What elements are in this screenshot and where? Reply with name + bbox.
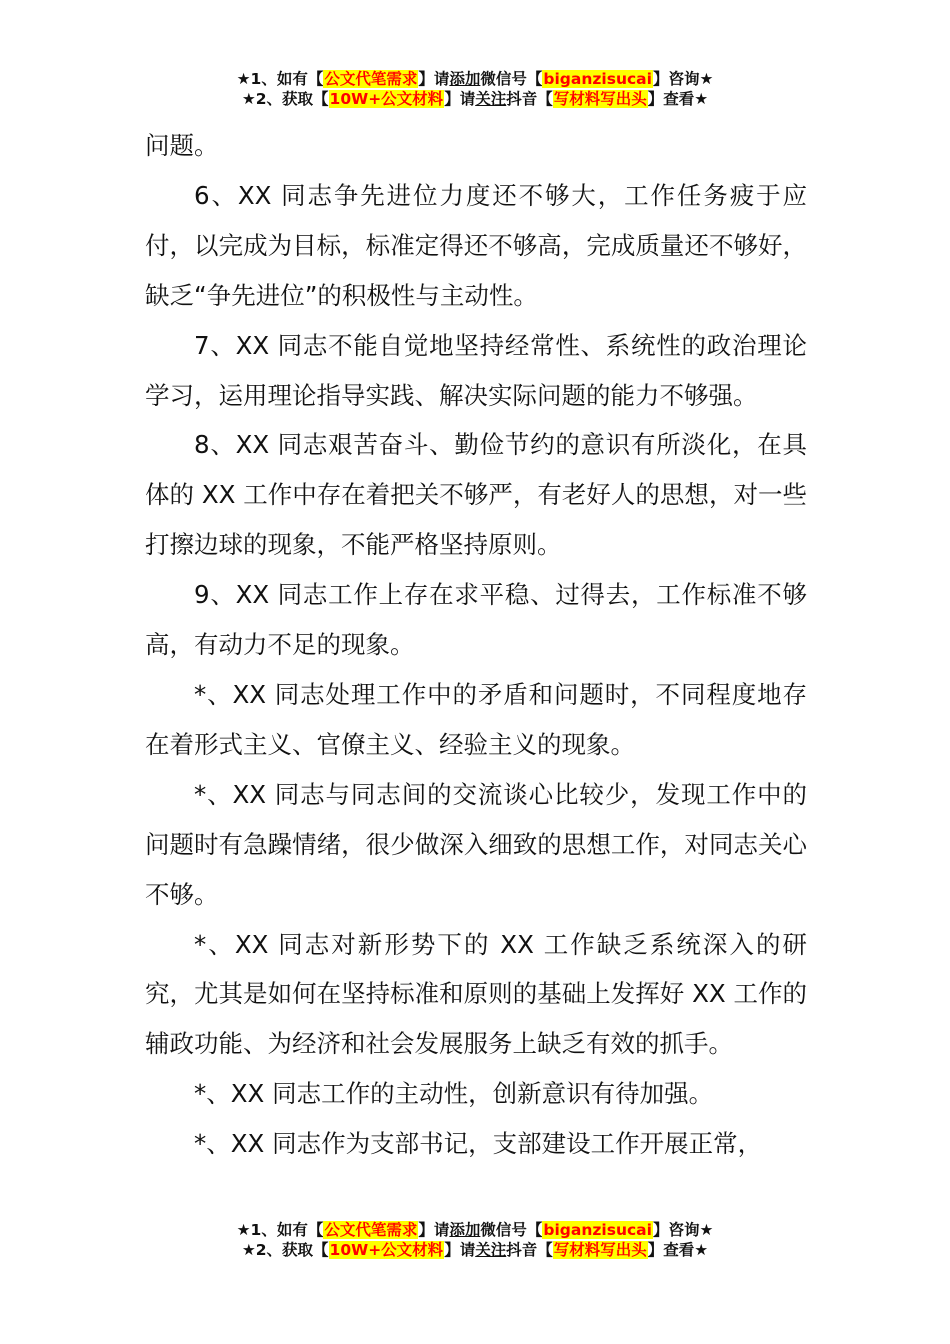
banner-text: 】查看★ (647, 1241, 709, 1259)
banner-text: ★2、获取【 (241, 90, 329, 108)
banner-text: 微信号【 (480, 1221, 543, 1239)
banner-text: 抖音【 (506, 90, 553, 108)
footer-banner (0, 1220, 950, 1260)
banner-text: ★1、如有【 (236, 1221, 324, 1239)
paragraph: *、XX 同志与同志间的交流谈心比较少，发现工作中的问题时有急躁情绪，很少做深入细致的思想工作，对同志关心不够。 (145, 779, 807, 909)
banner-text: 】查看★ (647, 90, 709, 108)
emphasis-text: 关注 (475, 1241, 507, 1259)
douyin-id: 写材料写出头 (553, 90, 647, 108)
banner-line-1 (0, 1220, 950, 1240)
paragraph: *、XX 同志作为支部书记，支部建设工作开展正常， (194, 1129, 763, 1159)
banner-text: 】咨询★ (652, 70, 714, 88)
banner-text: 】咨询★ (652, 1221, 714, 1239)
emphasis-text: 添加 (449, 1221, 481, 1239)
banner-text: 微信号【 (480, 70, 543, 88)
banner-text: 抖音【 (506, 1241, 553, 1259)
paragraph: 7、XX 同志不能自觉地坚持经常性、系统性的政治理论学习，运用理论指导实践、解决实际问题的能力不够强。 (145, 330, 807, 410)
wechat-id: biganzisucai (543, 1221, 652, 1239)
banner-text: 】请 (418, 70, 450, 88)
banner-text: 】请 (444, 90, 476, 108)
highlight-text: 10W+公文材料 (329, 90, 444, 108)
paragraph: 6、XX 同志争先进位力度还不够大，工作任务疲于应付，以完成为目标，标准定得还不够高，完成质量还不够好，缺乏“争先进位”的积极性与主动性。 (145, 180, 807, 310)
wechat-id: biganzisucai (543, 70, 652, 88)
banner-text: ★1、如有【 (236, 70, 324, 88)
banner-text: 】请 (418, 1221, 450, 1239)
banner-text: ★2、获取【 (241, 1241, 329, 1259)
paragraph: *、XX 同志工作的主动性，创新意识有待加强。 (194, 1079, 714, 1109)
emphasis-text: 添加 (449, 70, 481, 88)
emphasis-text: 关注 (475, 90, 507, 108)
highlight-text: 公文代笔需求 (324, 70, 418, 88)
paragraph-continued: 问题。 (145, 131, 219, 160)
banner-line-2 (0, 89, 950, 109)
douyin-id: 写材料写出头 (553, 1241, 647, 1259)
header-banner (0, 69, 950, 109)
banner-line-2 (0, 1240, 950, 1260)
highlight-text: 公文代笔需求 (324, 1221, 418, 1239)
banner-text: 】请 (444, 1241, 476, 1259)
highlight-text: 10W+公文材料 (329, 1241, 444, 1259)
paragraph: 9、XX 同志工作上存在求平稳、过得去，工作标准不够高，有动力不足的现象。 (145, 580, 807, 660)
paragraph: *、XX 同志对新形势下的 XX 工作缺乏系统深入的研究，尤其是如何在坚持标准和原则的基础上发挥好 XX 工作的辅政功能、为经济和社会发展服务上缺乏有效的抓手。 (145, 929, 807, 1059)
paragraph: 8、XX 同志艰苦奋斗、勤俭节约的意识有所淡化，在具体的 XX 工作中存在着把关不够严，有老好人的思想，对一些打擦边球的现象，不能严格坚持原则。 (145, 430, 807, 560)
document-body (145, 121, 807, 1169)
banner-line-1 (0, 69, 950, 89)
paragraph: *、XX 同志处理工作中的矛盾和问题时，不同程度地存在着形式主义、官僚主义、经验主义的现象。 (145, 679, 807, 759)
